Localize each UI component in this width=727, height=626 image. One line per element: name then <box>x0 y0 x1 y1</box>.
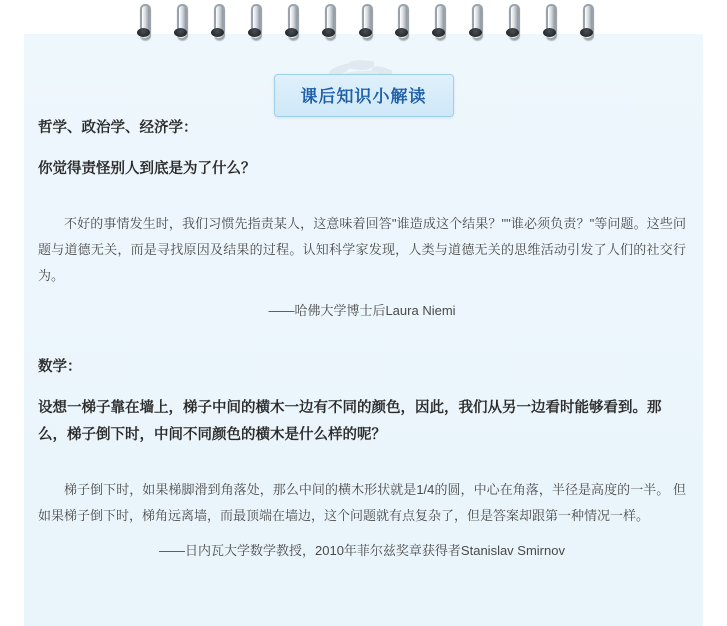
ring-hole <box>211 28 224 37</box>
ring-hole <box>137 28 150 37</box>
spiral-binding-ring <box>394 4 409 38</box>
ring-hole <box>322 28 335 37</box>
spiral-binding-ring <box>173 4 188 38</box>
ring-hole <box>359 28 372 37</box>
spiral-binding-ring <box>321 4 336 38</box>
page-title: 课后知识小解读 <box>274 74 454 117</box>
spiral-binding-ring <box>468 4 483 38</box>
spiral-binding-ring <box>505 4 520 38</box>
section-attribution: ——哈佛大学博士后Laura Niemi <box>268 302 456 318</box>
ring-hole <box>248 28 261 37</box>
section-paragraph: 不好的事情发生时，我们习惯先指责某人，这意味着回答"谁造成这个结果？""谁必须负责？"等问题。这些问题与道德无关，而是寻找原因及结果的过程。认知科学家发现，人类与道德无关的思维活动引发了人们的社交行为。 <box>38 215 686 283</box>
spiral-binding-ring <box>358 4 373 38</box>
spiral-binding-ring <box>431 4 446 38</box>
section-paragraph: 梯子倒下时，如果梯脚滑到角落处，那么中间的横木形状就是1/4的圆，中心在角落，半径是高度的一半。 但如果梯子倒下时，梯角远离墙，而最顶端在墙边，这个问题就有点复杂了，但是答案却跟第一种情况一样。 <box>38 481 686 523</box>
spiral-binding-ring <box>247 4 262 38</box>
spiral-binding-ring <box>210 4 225 38</box>
spiral-binding-ring <box>284 4 299 38</box>
section-divider <box>38 323 686 357</box>
section-heading: 哲学、政治学、经济学： <box>38 120 198 136</box>
spiral-binding-ring <box>136 4 151 38</box>
section-question: 你觉得责怪别人到底是为了什么？ <box>38 160 256 177</box>
title-banner <box>0 74 727 117</box>
spiral-binding-ring <box>542 4 557 38</box>
section-heading: 数学： <box>38 359 82 376</box>
ring-hole <box>285 28 298 37</box>
section-philosophy <box>38 118 686 323</box>
ring-hole <box>580 28 593 37</box>
spiral-binding-ring <box>579 4 594 38</box>
spiral-binding <box>126 4 606 44</box>
section-question: 设想一梯子靠在墙上，梯子中间的横木一边有不同的颜色，因此，我们从另一边看时能够看到。那么，梯子倒下时，中间不同颜色的横木是什么样的呢？ <box>38 400 662 443</box>
section-attribution: ——日内瓦大学数学教授，2010年菲尔兹奖章获得者Stanislav Smirnov <box>159 542 565 558</box>
section-mathematics <box>38 357 686 563</box>
document-content <box>38 118 686 563</box>
ring-hole <box>174 28 187 37</box>
